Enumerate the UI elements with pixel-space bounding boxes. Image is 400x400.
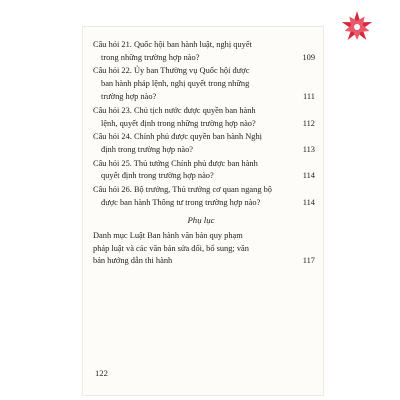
toc-line: Danh mục Luật Ban hành văn bản quy phạm bbox=[93, 230, 243, 240]
toc-line: quyết định trong trường hợp nào? bbox=[101, 171, 214, 181]
toc-page-number: 109 bbox=[302, 52, 315, 62]
toc-page-number: 113 bbox=[302, 145, 315, 155]
toc-line: Câu hỏi 21. Quốc hội ban hành luật, nghị quyết bbox=[93, 40, 252, 49]
toc-line: định trong trường hợp nào? bbox=[101, 145, 194, 155]
red-lotus-star-icon bbox=[340, 10, 374, 44]
toc-line: bản hướng dẫn thi hành bbox=[93, 256, 173, 266]
toc-line: Câu hỏi 23. Chủ tịch nước được quyền ban hành bbox=[93, 105, 256, 115]
toc-entry-22[interactable] bbox=[93, 65, 315, 104]
toc-page-number: 117 bbox=[302, 256, 315, 266]
toc-line: Câu hỏi 25. Thủ tướng Chính phủ được ban hành bbox=[93, 158, 258, 168]
toc-page-number: 111 bbox=[303, 92, 315, 102]
table-of-contents bbox=[93, 39, 315, 268]
toc-entry-23[interactable] bbox=[93, 105, 315, 131]
toc-line: trường hợp nào? bbox=[101, 92, 157, 102]
toc-line: Câu hỏi 22. Ủy ban Thường vụ Quốc hội được bbox=[93, 66, 250, 76]
toc-entry-26[interactable] bbox=[93, 184, 315, 210]
toc-line: Câu hỏi 26. Bộ trưởng, Thủ trưởng cơ quan ngang bộ bbox=[93, 184, 272, 194]
page-folio-number: 122 bbox=[95, 368, 108, 378]
toc-page-number: 114 bbox=[302, 197, 315, 207]
toc-entry-21[interactable] bbox=[93, 39, 315, 65]
toc-line: Câu hỏi 24. Chính phủ được quyền ban hành Nghị bbox=[93, 132, 263, 142]
toc-entry-25[interactable] bbox=[93, 158, 315, 184]
toc-line: lệnh, quyết định trong những trường hợp nào? bbox=[101, 118, 256, 128]
toc-line: được ban hành Thông tư trong trường hợp nào? bbox=[101, 197, 261, 207]
toc-line: ban hành pháp lệnh, nghị quyết trong những bbox=[101, 79, 250, 89]
toc-line: trong những trường hợp nào? bbox=[101, 52, 200, 62]
toc-page-number: 112 bbox=[302, 118, 315, 128]
toc-line: pháp luật và các văn bản sửa đổi, bổ sung; văn bbox=[93, 243, 249, 253]
toc-entry-24[interactable] bbox=[93, 131, 315, 157]
appendix-heading: Phụ lục bbox=[187, 214, 215, 225]
toc-page-number: 114 bbox=[302, 171, 315, 181]
toc-entry-appendix[interactable] bbox=[93, 230, 315, 269]
